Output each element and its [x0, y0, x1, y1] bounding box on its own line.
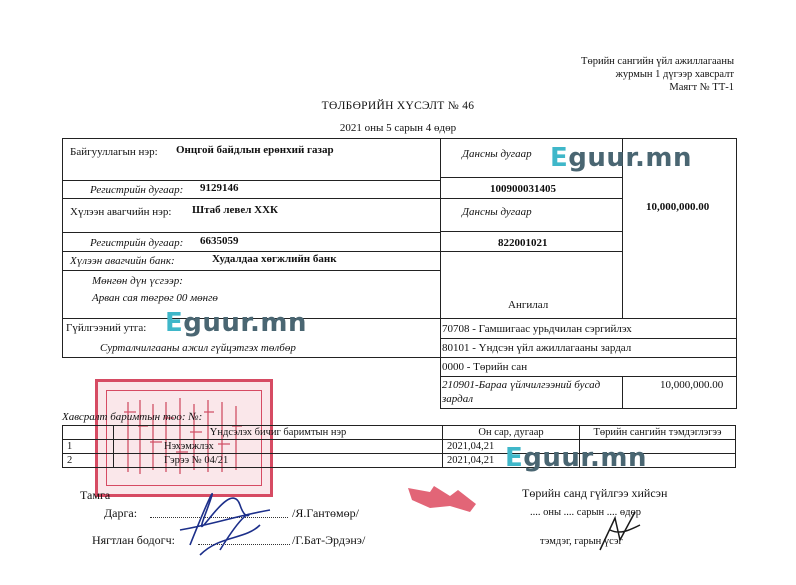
receiver-bank-label: Хүлээн авагчийн банк:	[70, 255, 175, 267]
form-reference-line3: Маягт № ТТ-1	[669, 82, 734, 93]
org-name-label: Байгууллагын нэр:	[70, 146, 158, 158]
payer-reg-number: 9129146	[200, 182, 239, 194]
expense-amount: 10,000,000.00	[660, 379, 724, 391]
receiver-name: Штаб левел ХХК	[192, 204, 279, 216]
col-date-header: Он сар, дугаар	[443, 426, 580, 440]
director-name: /Я.Гантөмөр/	[292, 506, 359, 520]
classification-label: Ангилал	[508, 299, 549, 311]
watermark-logo: Eguur.mn	[165, 308, 307, 338]
receiver-name-label: Хүлээн авагчийн нэр:	[70, 206, 172, 218]
col-stamp-header: Төрийн сангийн тэмдэглэгээ	[580, 426, 736, 440]
document-title: ТӨЛБӨРИЙН ХҮСЭЛТ № 46	[321, 100, 475, 112]
seal-label: Тамга	[80, 488, 111, 502]
receiver-account-label: Дансны дугаар	[462, 206, 532, 218]
treasury-date: .... оны .... сарын .... өдөр	[530, 507, 642, 518]
form-reference-line1: Төрийн сангийн үйл ажиллагааны	[581, 56, 734, 67]
row-number: 1	[63, 440, 114, 454]
receiver-account-number: 822001021	[498, 237, 548, 249]
expense-line1: 210901-Бараа үйлчилгээний бусад	[442, 379, 601, 391]
row-doc-name: Гэрээ № 04/21	[114, 454, 443, 468]
total-amount: 10,000,000.00	[646, 201, 710, 213]
treasury-stamp-label: тэмдэг, гарын үсэг	[540, 536, 623, 547]
document-date: 2021 оны 5 сарын 4 өдөр	[339, 122, 457, 134]
purpose-value: Сурталчилгааны ажил гүйцэтгэх төлбөр	[100, 342, 296, 354]
purpose-label: Гүйлгээний утга:	[66, 322, 147, 334]
amount-words-label: Мөнгөн дүн үсгээр:	[92, 275, 183, 287]
row-doc-name: Нэхэмжлэх	[114, 440, 443, 454]
receiver-reg-number: 6635059	[200, 235, 239, 247]
col-doc-header: Үндсэлэх бичиг баримтын нэр	[114, 426, 443, 440]
payer-reg-label: Регистрийн дугаар:	[90, 184, 184, 196]
row-number: 2	[63, 454, 114, 468]
director-signature	[150, 455, 300, 565]
row-date: 2021,04,21	[443, 440, 580, 454]
accountant-name: /Г.Бат-Эрдэнэ/	[292, 533, 366, 547]
org-name: Онцгой байдлын ерөнхий газар	[176, 144, 334, 156]
attachment-count-label: Хавсралт баримтын тоо: №:	[62, 411, 203, 423]
form-reference	[581, 55, 734, 94]
receiver-reg-label: Регистрийн дугаар:	[90, 237, 184, 249]
code-row: 70708 - Гамшигаас урьдчилан сэргийлэх	[442, 323, 632, 335]
director-label: Дарга:	[104, 506, 138, 520]
treasury-signature	[590, 500, 650, 560]
code-row: 0000 - Төрийн сан	[442, 361, 528, 373]
accountant-label: Нягтлан бодогч:	[92, 533, 175, 547]
table-header-row	[63, 426, 736, 440]
watermark-logo: Eguur.mn	[550, 143, 692, 173]
red-ink-stamp-mark	[400, 478, 490, 518]
treasury-label: Төрийн санд гүйлгээ хийсэн	[522, 486, 668, 500]
watermark-logo: Eguur.mn	[505, 443, 647, 473]
expense-line2: зардал	[442, 393, 474, 405]
code-row: 80101 - Үндсэн үйл ажиллагааны зардал	[442, 342, 632, 354]
amount-words: Арван сая төгрөг 00 мөнгө	[92, 292, 218, 304]
payer-account-number: 100900031405	[490, 183, 556, 195]
row-date: 2021,04,21	[443, 454, 580, 468]
form-reference-line2: журмын 1 дүгээр хавсралт	[615, 69, 734, 80]
receiver-bank-name: Худалдаа хөгжлийн банк	[212, 253, 337, 265]
payer-account-label: Дансны дугаар	[462, 148, 532, 160]
